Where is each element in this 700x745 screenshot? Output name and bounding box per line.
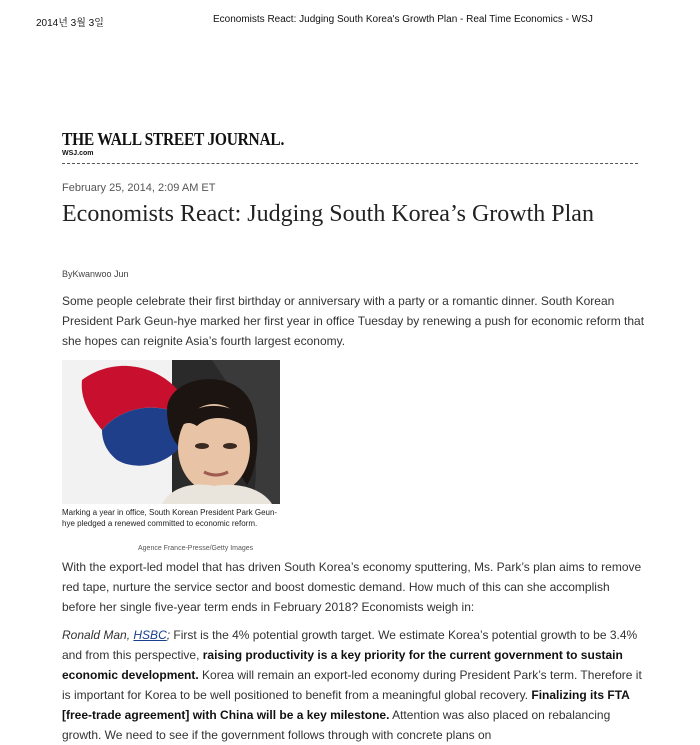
quote-bold-1: raising productivity is a key priority for the current government to sustain economic development. (62, 648, 623, 682)
article-headline: Economists React: Judging South Korea’s Growth Plan (62, 201, 594, 227)
quote-text-1: First is the 4% potential growth target. We estimate Korea’s potential growth to be 3.4% and from this perspective, (62, 628, 638, 662)
quote-bold-2: Finalizing its FTA [free-trade agreement] with China will be a key milestone. (62, 688, 630, 722)
masthead-title: THE WALL STREET JOURNAL. (62, 129, 285, 149)
quote-speaker: Ronald Man (62, 628, 127, 642)
print-page-title: Economists React: Judging South Korea's Growth Plan - Real Time Economics - WSJ (213, 14, 593, 25)
photo-illustration (62, 360, 280, 504)
photo-caption: Marking a year in office, South Korean President Park Geun-hye pledged a renewed committed to economic reform. (62, 508, 278, 528)
article-photo (62, 360, 280, 504)
masthead-divider (62, 163, 638, 164)
print-header (0, 14, 700, 28)
article-paragraph-2: With the export-led model that has driven South Korea’s economy sputtering, Ms. Park’s plan aims to remove red tape, nurture the service sector and boost domestic demand. How much of this can she accomplish before her single five-year term ends in February 2018? Economists weigh in: (62, 560, 642, 614)
quote-text-2: Korea will remain an export-led economy during President Park’s term. Therefore it is important for Korea to be well positioned to benefit from a meaningful global recovery. (62, 668, 642, 702)
article-dateline: February 25, 2014, 2:09 AM ET (62, 182, 216, 194)
article-byline: ByKwanwoo Jun (62, 269, 129, 279)
article-paragraph-3 (62, 625, 642, 745)
masthead-logo[interactable] (62, 130, 320, 157)
speaker-separator: , (126, 628, 134, 642)
hsbc-link[interactable]: HSBC (133, 628, 167, 642)
photo-credit: Agence France-Presse/Getty Images (138, 545, 254, 552)
firm-colon: ; (166, 628, 171, 642)
masthead-subtitle: WSJ.com (62, 150, 94, 157)
article-lede: Some people celebrate their first birthday or anniversary with a party or a romantic dinner. South Korean President Park Geun-hye marked her first year in office Tuesday by renewing a push for economic reform that she hopes can reignite Asia’s fourth largest economy. (62, 294, 645, 348)
quote-text-3: Attention was also placed on rebalancing growth. We need to see if the government follows through with concrete plans on (62, 708, 611, 742)
print-date: 2014년 3월 3일 (36, 18, 104, 29)
